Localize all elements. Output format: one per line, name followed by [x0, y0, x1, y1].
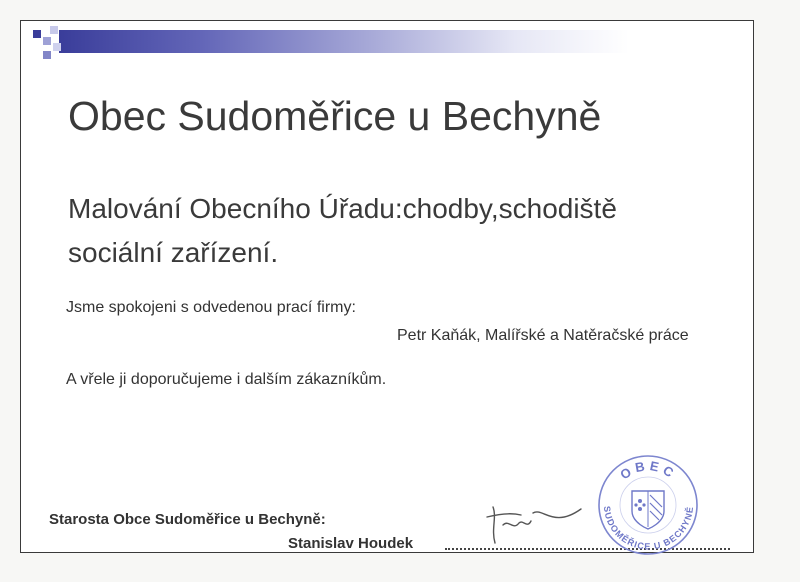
document-subtitle: [68, 187, 617, 275]
decor-square: [33, 30, 41, 38]
decor-square: [43, 51, 51, 59]
stamp-bottom-text: SUDOMĚŘICE U BECHYNĚ: [601, 505, 696, 552]
body-line-satisfied: Jsme spokojeni s odvedenou prací firmy:: [66, 299, 356, 316]
decor-square: [43, 37, 51, 45]
body-line-recommend: A vřele ji doporučujeme i dalším zákazníkům.: [66, 371, 387, 388]
header-decoration: [21, 21, 755, 71]
decor-square: [53, 43, 61, 51]
stamp-top-text: OBEC: [617, 458, 680, 483]
subtitle-line-1: Malování Obecního Úřadu:chodby,schodiště: [68, 193, 617, 224]
signatory-role: Starosta Obce Sudoměřice u Bechyně:: [49, 511, 326, 528]
body-line-company: Petr Kaňák, Malířské a Natěračské práce: [397, 327, 689, 344]
document-title: Obec Sudoměřice u Bechyně: [68, 93, 602, 139]
signatory-name: Stanislav Houdek: [288, 535, 414, 552]
decor-square: [50, 26, 58, 34]
official-stamp: [596, 453, 701, 558]
handwritten-signature: [473, 499, 583, 547]
document-frame: [20, 20, 754, 553]
coat-of-arms-icon: [632, 491, 664, 529]
subtitle-line-2: sociální zařízení.: [68, 237, 279, 268]
scan-edge: [762, 0, 800, 582]
header-gradient-bar: [59, 30, 629, 53]
